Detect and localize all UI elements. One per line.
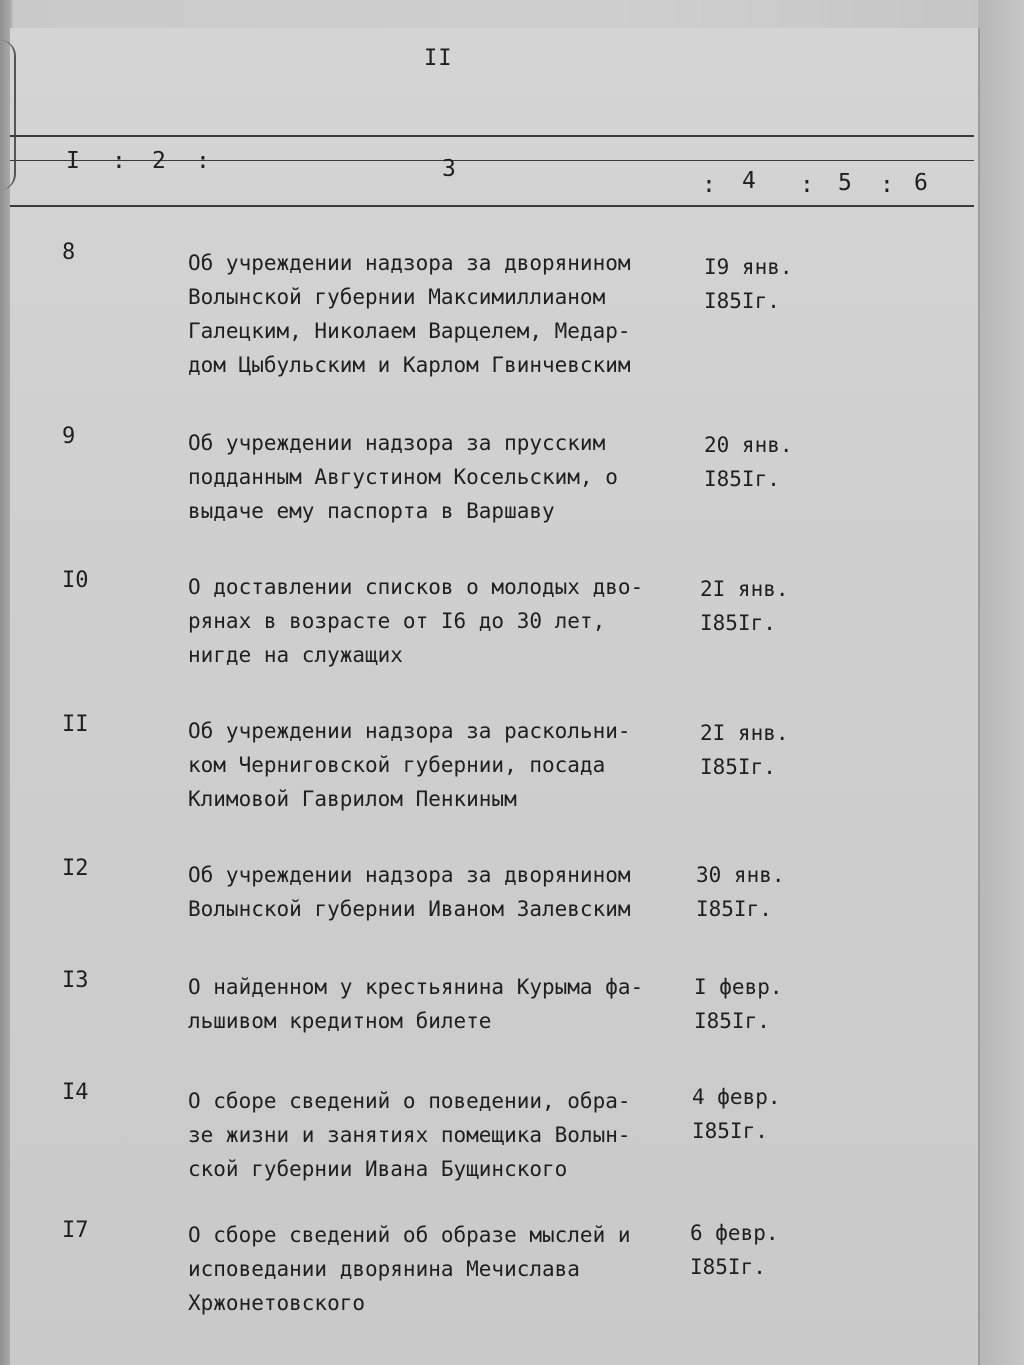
row-title-line: О сборе сведений о поведении, обра- [188,1089,631,1113]
row-date [700,716,789,784]
row-title [188,426,698,528]
column-separator: : [112,148,126,174]
row-number: I7 [62,1218,89,1243]
row-date-year: I85Iг. [704,289,780,313]
column-5-header: 5 [838,170,852,196]
row-title [188,246,698,382]
row-title [188,858,698,926]
column-3-header: 3 [442,156,456,182]
row-title-line: ской губернии Ивана Бущинского [188,1157,568,1181]
row-title [188,970,698,1038]
column-separator: : [702,172,716,198]
row-date-day: 2I янв. [700,721,789,745]
row-date-year: I85Iг. [704,467,780,491]
column-separator: : [880,172,894,198]
row-title-line: Об учреждении надзора за раскольни- [188,719,631,743]
row-date [704,250,793,318]
column-separator: : [800,172,814,198]
row-date-year: I85Iг. [700,755,776,779]
row-date-day: 2I янв. [700,577,789,601]
row-date [692,1080,781,1148]
column-separator: : [196,148,210,174]
row-title-line: О доставлении списков о молодых дво- [188,575,644,599]
column-1-header: I [66,148,80,174]
row-title [188,570,698,672]
column-4-header: 4 [742,168,756,194]
row-title [188,1218,698,1320]
row-date [694,970,783,1038]
row-title-line: ком Черниговской губернии, посада [188,753,606,777]
row-number: II [62,712,89,737]
row-title-line: зе жизни и занятиях помещика Волын- [188,1123,631,1147]
row-title-line: Об учреждении надзора за дворянином [188,863,631,887]
row-date-year: I85Iг. [694,1009,770,1033]
row-title-line: Галецким, Николаем Варцелем, Медар- [188,319,631,343]
row-number: I3 [62,968,89,993]
table-header-top-rule [10,135,974,137]
row-date-year: I85Iг. [690,1255,766,1279]
row-date-year: I85Iг. [696,897,772,921]
row-date [696,858,785,926]
row-date-day: I февр. [694,975,783,999]
row-title-line: О найденном у крестьянина Курыма фа- [188,975,644,999]
row-title [188,1084,698,1186]
underlying-page-edge [978,0,1024,1365]
row-title-line: подданным Августином Косельским, о [188,465,618,489]
row-date [704,428,793,496]
row-date-day: 6 февр. [690,1221,779,1245]
row-title-line: льшивом кредитном билете [188,1009,492,1033]
row-date-day: 20 янв. [704,433,793,457]
row-number: 9 [62,424,76,449]
row-date-day: 4 февр. [692,1085,781,1109]
row-title-line: Хржонетовского [188,1291,366,1315]
row-title-line: Волынской губернии Максимиллианом [188,285,606,309]
row-title [188,714,698,816]
column-2-header: 2 [152,148,166,174]
column-6-header: 6 [914,170,928,196]
row-date-day: 30 янв. [696,863,785,887]
row-title-line: рянах в возрасте от I6 до 30 лет, [188,609,606,633]
row-title-line: О сборе сведений об образе мыслей и [188,1223,631,1247]
row-title-line: Климовой Гаврилом Пенкиным [188,787,517,811]
row-title-line: Волынской губернии Иваном Залевским [188,897,631,921]
row-date [690,1216,779,1284]
row-number: I0 [62,568,89,593]
row-title-line: Об учреждении надзора за прусским [188,431,606,455]
table-header-bottom-rule [10,205,974,207]
row-number: I4 [62,1080,89,1105]
row-number: I2 [62,856,89,881]
row-title-line: Об учреждении надзора за дворянином [188,251,631,275]
sheet-number: II [424,46,453,71]
row-date [700,572,789,640]
binding-edge [0,40,16,190]
row-title-line: дом Цыбульским и Карлом Гвинчевским [188,353,631,377]
row-date-year: I85Iг. [692,1119,768,1143]
row-number: 8 [62,240,76,265]
row-title-line: выдаче ему паспорта в Варшаву [188,499,555,523]
row-title-line: исповедании дворянина Мечислава [188,1257,580,1281]
row-title-line: нигде на служащих [188,643,403,667]
row-date-year: I85Iг. [700,611,776,635]
row-date-day: I9 янв. [704,255,793,279]
